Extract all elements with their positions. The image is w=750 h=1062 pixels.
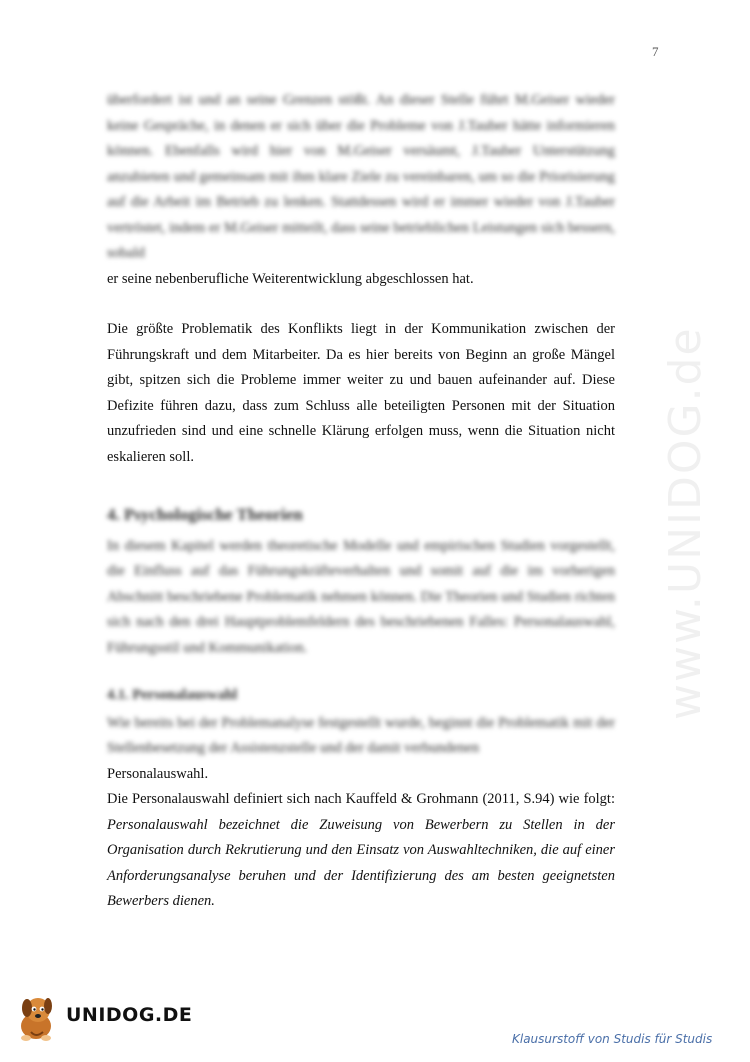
paragraph-5 xyxy=(107,787,615,915)
section-heading-4-1: 4.1. Personalauswahl xyxy=(107,687,238,703)
dog-mascot-icon xyxy=(14,992,62,1042)
watermark: www.UNIDOG.de xyxy=(660,326,711,720)
paragraph-blurred-3: In diesem Kapitel werden theoretische Modelle und empirischen Studien vorgestellt, die Einfluss auf das Führungskräfteverhalten und somit auf die im vorherigen Abschnitt beschriebene Problematik nehmen können. Die Theorien und Studien richten sich nach den drei Hauptproblemfeldern des beschriebenen Falles: Personalauswahl, Führungsstil und Kommunikation. xyxy=(107,537,615,656)
paragraph-1-end: er seine nebenberufliche Weiterentwicklung abgeschlossen hat. xyxy=(107,270,474,287)
paragraph-4-end: Personalauswahl. xyxy=(107,765,209,782)
section-heading-4: 4. Psychologische Theorien xyxy=(107,505,303,524)
paragraph-blurred-1: überfordert ist und an seine Grenzen stößt. An dieser Stelle führt M.Geiser wieder keine Gespräche, in denen er sich über die Probleme von J.Tauber hätte informieren können. Ebenfalls wird hier von M.Geiser versäumt, J.Tauber Unterstützung anzubieten und gemeinsam mit ihm klare Ziele zu vereinbaren, um so die Priorisierung auf die Arbeit im Betrieb zu lenken. Stattdessen wird er immer wieder von J.Tauber vertröstet, indem er M.Geiser mitteilt, dass seine betrieblichen Leistungen sich bessern, sobald xyxy=(107,92,615,261)
page-number: 7 xyxy=(652,44,659,59)
definition-intro: Die Personalauswahl definiert sich nach Kauffeld & Grohmann (2011, S.94) wie folgt: xyxy=(107,791,615,807)
paragraph-2: Die größte Problematik des Konflikts liegt in der Kommunikation zwischen der Führungskraft und dem Mitarbeiter. Da es hier bereits von Beginn an große Mängel gibt, spitzen sich die Probleme immer weiter zu und bauen aufeinander auf. Diese Defizite führen dazu, dass zum Schluss alle beteiligten Personen mit der Situation unzufrieden sind und eine schnelle Klärung erfolgen muss, wenn die Situation nicht eskalieren soll. xyxy=(107,321,615,465)
unidog-logo xyxy=(14,992,193,1042)
logo-text: UNIDOG.DE xyxy=(66,1004,193,1026)
paragraph-blurred-4: Wie bereits bei der Problemanalyse festgestellt wurde, beginnt die Problematik mit der Stellenbesetzung der Assistenzstelle und der damit verbundenen xyxy=(107,714,615,756)
document-body xyxy=(107,88,615,915)
footer-tagline: Klausurstoff von Studis für Studis xyxy=(512,1032,713,1046)
definition-quote: Personalauswahl bezeichnet die Zuweisung von Bewerbern zu Stellen in der Organisation durch Rekrutierung und den Einsatz von Auswahltechniken, die auf einer Anforderungsanalyse beruhen und der Identifizierung des am besten geeignetsten Bewerbers dienen. xyxy=(107,816,615,909)
